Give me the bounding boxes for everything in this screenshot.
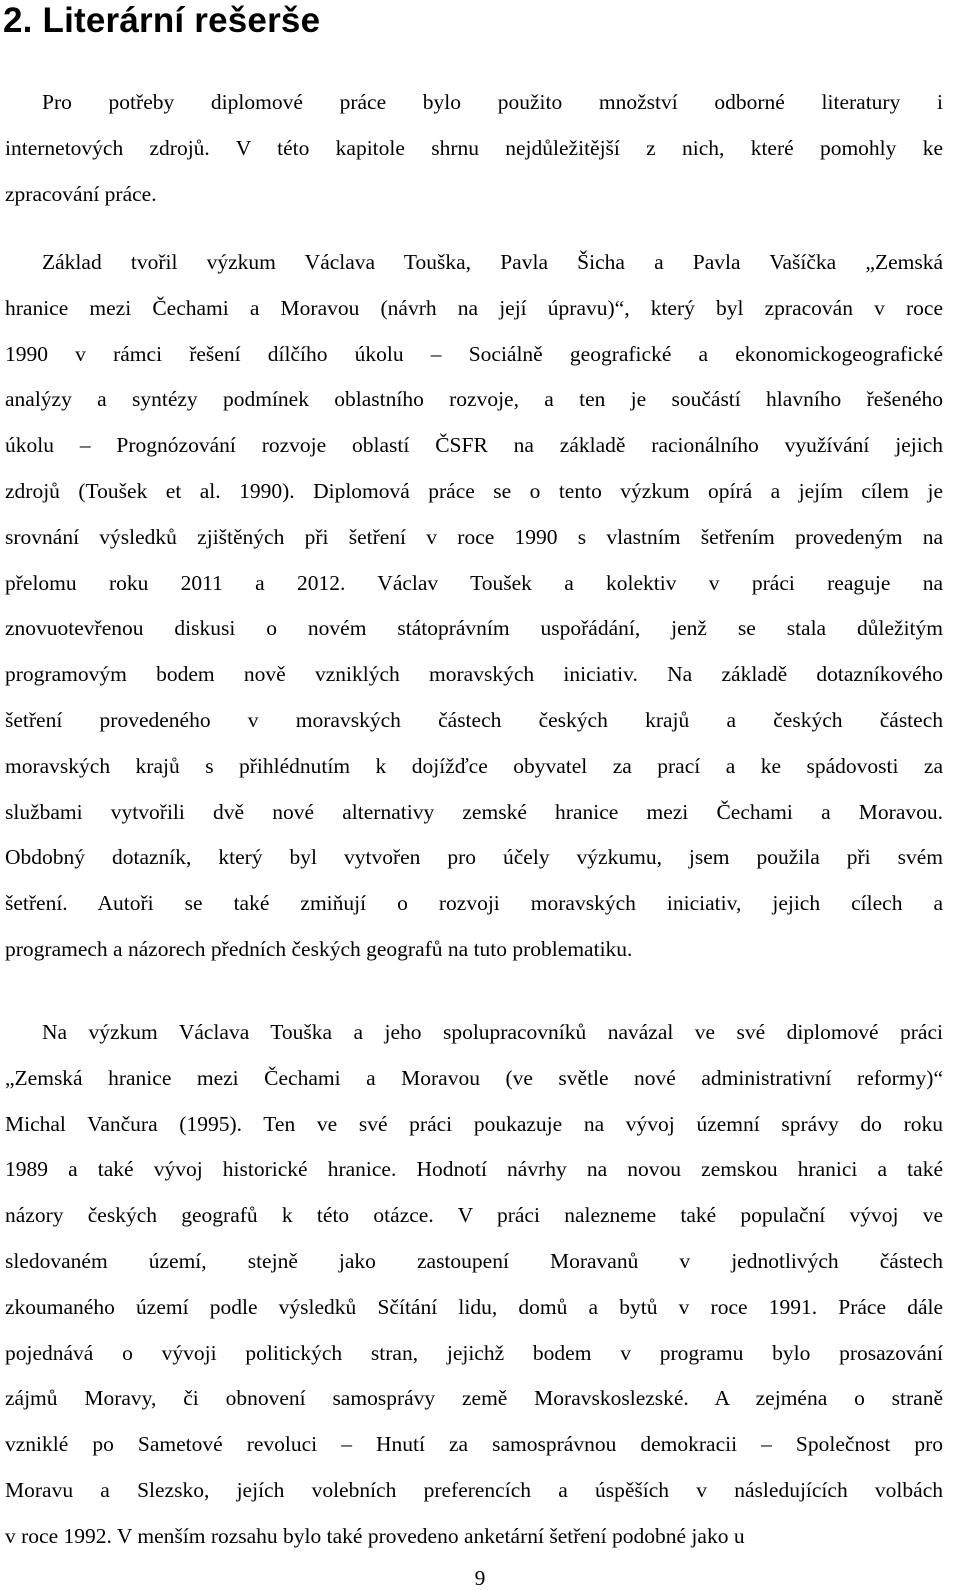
paragraph-line: v roce 1992. V menším rozsahu bylo také provedeno anketární šetření podobné jako u [5,1523,745,1548]
paragraph-line: analýzy a syntézy podmínek oblastního rozvoje, a ten je součástí hlavního řešeného [5,387,943,412]
paragraph-line: zájmů Moravy, či obnovení samosprávy země Moravskoslezské. A zejména o straně [5,1386,943,1411]
paragraph-line: zdrojů (Toušek et al. 1990). Diplomová práce se o tento výzkum opírá a jejím cílem je [5,478,943,503]
paragraph-line: šetření. Autoři se také zmiňují o rozvoji moravských iniciativ, jejich cílech a [5,891,943,916]
paragraph-line: názory českých geografů k této otázce. V práci nalezneme také populační vývoj ve [5,1203,943,1228]
paragraph-line: „Zemská hranice mezi Čechami a Moravou (ve světle nové administrativní reformy)“ [5,1065,943,1090]
chapter-heading: 2. Literární rešerše [3,1,321,40]
paragraph-line [5,240,943,286]
paragraph-tousek-research [5,240,943,973]
paragraph-line: znovuotevřenou diskusi o novém státoprávním uspořádání, jenž se stala důležitým [5,616,943,641]
paragraph-line: 1989 a také vývoj historické hranice. Hodnotí návrhy na novou zemskou hranici a také [5,1157,943,1182]
paragraph-line: programovým bodem nově vzniklých moravských iniciativ. Na základě dotazníkového [5,662,943,687]
paragraph-intro [5,80,943,217]
paragraph-line: Obdobný dotazník, který byl vytvořen pro účely výzkumu, jsem použila při svém [5,845,943,870]
paragraph-line: zpracování práce. [5,181,157,206]
paragraph-line-text: Pro potřeby diplomové práce bylo použito množství odborné literatury i [42,90,943,114]
paragraph-line-text: Na výzkum Václava Touška a jeho spolupracovníků navázal ve své diplomové práci [42,1020,943,1044]
paragraph-line: úkolu – Prognózování rozvoje oblastí ČSFR na základě racionálního využívání jejich [5,433,943,458]
paragraph-line [5,1010,943,1056]
paragraph-line: vzniklé po Sametové revoluci – Hnutí za samosprávnou demokracii – Společnost pro [5,1432,943,1457]
paragraph-line: srovnání výsledků zjištěných při šetření v roce 1990 s vlastním šetřením provedeným na [5,524,943,549]
paragraph-line-text: Základ tvořil výzkum Václava Touška, Pavla Šicha a Pavla Vašíčka „Zemská [42,250,943,274]
paragraph-line [5,80,943,126]
paragraph-line: programech a názorech předních českých geografů na tuto problematiku. [5,936,633,961]
paragraph-line: službami vytvořili dvě nové alternativy zemské hranice mezi Čechami a Moravou. [5,799,943,824]
paragraph-line: přelomu roku 2011 a 2012. Václav Toušek a kolektiv v práci reaguje na [5,570,943,595]
paragraph-line: hranice mezi Čechami a Moravou (návrh na její úpravu)“, který byl zpracován v roce [5,295,943,320]
paragraph-line: Michal Vančura (1995). Ten ve své práci poukazuje na vývoj územní správy do roku [5,1111,943,1136]
paragraph-vancura-thesis [5,1010,943,1560]
paragraph-line: Moravu a Slezsko, jejích volebních preferencích a úspěších v následujících volbách [5,1477,943,1502]
page-number: 9 [474,1566,486,1590]
paragraph-line: moravských krajů s přihlédnutím k dojížďce obyvatel za prací a ke spádovosti za [5,753,943,778]
paragraph-line: zkoumaného území podle výsledků Sčítání lidu, domů a bytů v roce 1991. Práce dále [5,1294,943,1319]
paragraph-line: pojednává o vývoji politických stran, jejichž bodem v programu bylo prosazování [5,1340,943,1365]
paragraph-line: internetových zdrojů. V této kapitole shrnu nejdůležitější z nich, které pomohly ke [5,135,943,160]
paragraph-line: šetření provedeného v moravských částech českých krajů a českých částech [5,707,943,732]
paragraph-line: sledovaném území, stejně jako zastoupení Moravanů v jednotlivých částech [5,1248,943,1273]
paragraph-line: 1990 v rámci řešení dílčího úkolu – Sociálně geografické a ekonomickogeografické [5,341,943,366]
